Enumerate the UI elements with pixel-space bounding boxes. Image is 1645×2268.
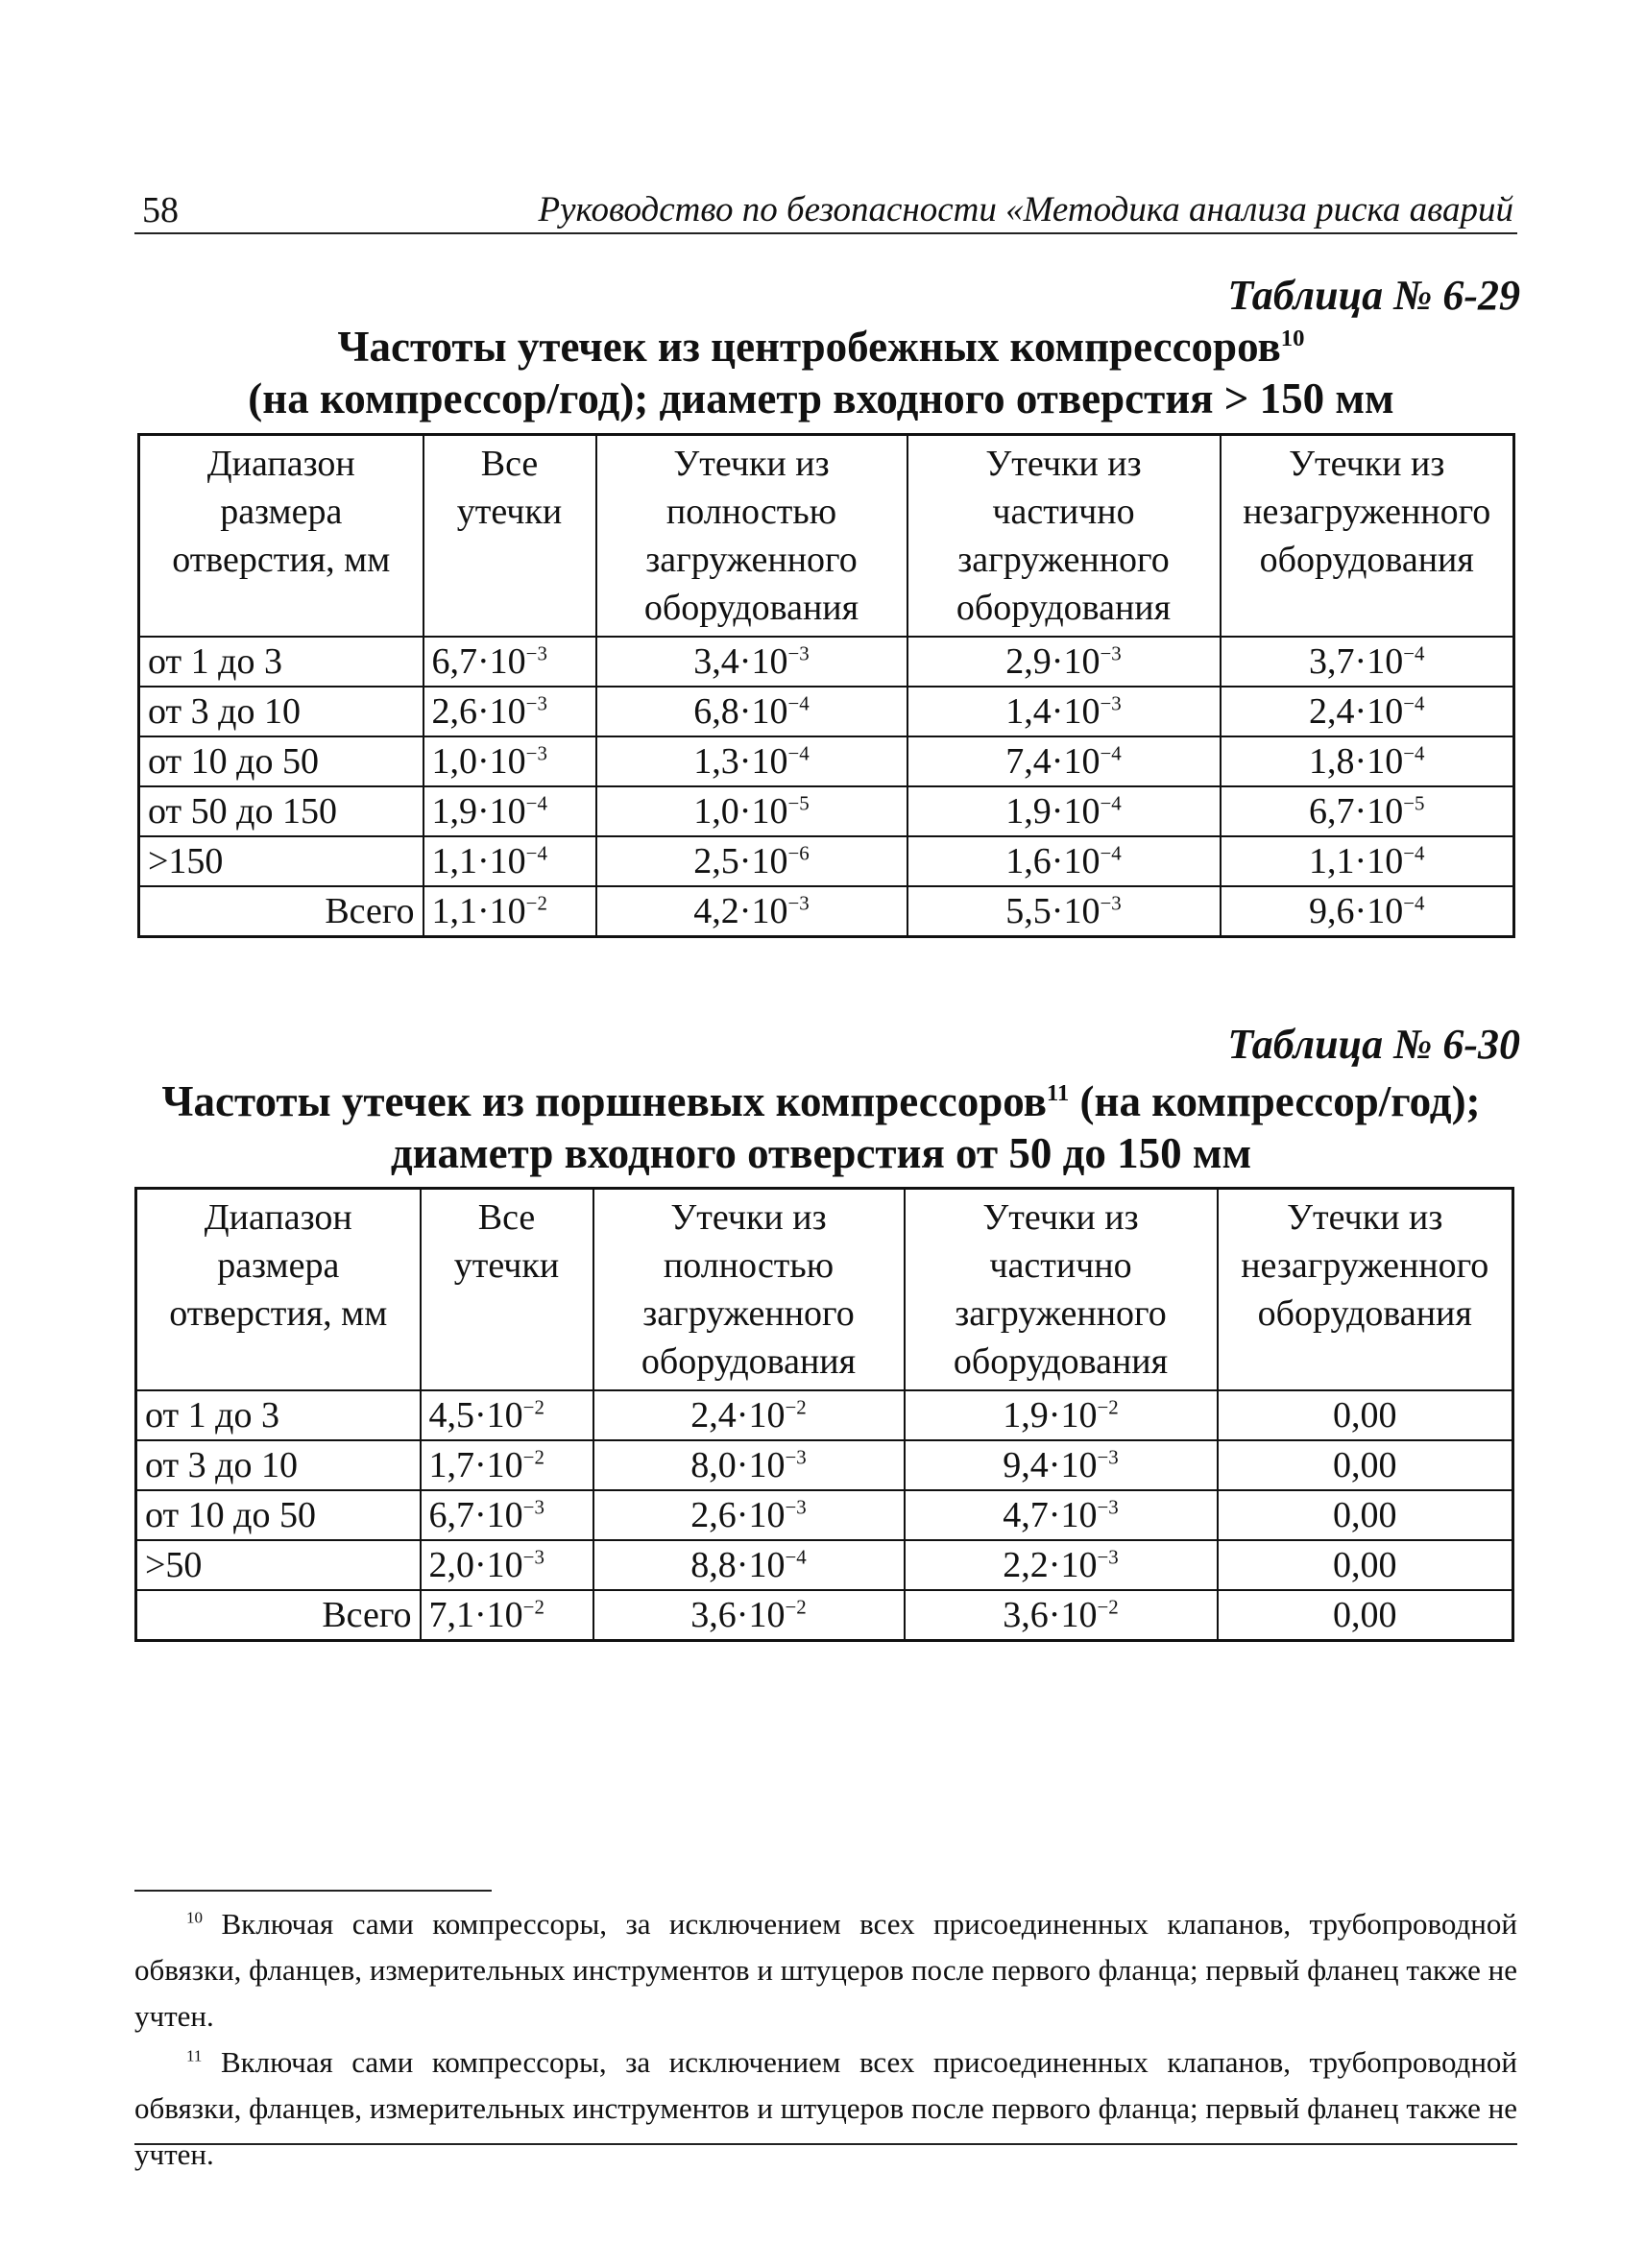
column-header: Утечки из частично загруженного оборудования	[907, 435, 1221, 637]
value-cell: $1,1\cdot 10^{-4}$	[1221, 836, 1514, 886]
caption-line-2: диаметр входного отверстия от 50 до 150 мм	[390, 1129, 1252, 1177]
value-cell: $1,8\cdot 10^{-4}$	[1221, 736, 1514, 786]
value-cell: $3,4\cdot 10^{-3}$	[596, 637, 907, 687]
range-cell: от 3 до 10	[139, 687, 423, 736]
value-cell: $7,4\cdot 10^{-4}$	[907, 736, 1221, 786]
column-header: Все утечки	[423, 435, 596, 637]
value-cell: $1,9\cdot 10^{-2}$	[905, 1390, 1218, 1440]
value-cell: $8,8\cdot 10^{-4}$	[593, 1540, 905, 1590]
table-caption-6-30	[125, 1075, 1517, 1179]
value-cell: $6,7\cdot 10^{-3}$	[421, 1490, 593, 1540]
value-cell: $1,7\cdot 10^{-2}$	[421, 1440, 593, 1490]
footnotes	[134, 1901, 1517, 2178]
value-cell: $2,5\cdot 10^{-6}$	[596, 836, 907, 886]
value-cell: $4,5\cdot 10^{-2}$	[421, 1390, 593, 1440]
table-row	[136, 1490, 1513, 1540]
table-row	[139, 836, 1514, 886]
table-row	[136, 1390, 1513, 1440]
column-header: Утечки из незагруженного оборудования	[1221, 435, 1514, 637]
table-row	[136, 1440, 1513, 1490]
running-head	[134, 188, 1517, 234]
bottom-rule	[134, 2143, 1517, 2145]
value-cell: $1,1\cdot 10^{-4}$	[423, 836, 596, 886]
value-cell: $1,0\cdot 10^{-3}$	[423, 736, 596, 786]
caption-line-1: Частоты утечек из центробежных компрессоров$^{10}$	[337, 323, 1305, 371]
value-cell: $1,4\cdot 10^{-3}$	[907, 687, 1221, 736]
total-row	[139, 886, 1514, 937]
total-label: Всего	[139, 886, 423, 937]
value-cell: $7,1\cdot 10^{-2}$	[421, 1590, 593, 1641]
value-cell: $3,6\cdot 10^{-2}$	[905, 1590, 1218, 1641]
range-cell: от 10 до 50	[139, 736, 423, 786]
footnote-ref: 11	[1046, 1080, 1070, 1106]
range-cell: от 1 до 3	[139, 637, 423, 687]
table-number-6-29: Таблица № 6-29	[1227, 272, 1520, 319]
page-number: 58	[142, 190, 179, 230]
value-cell: $6,7\cdot 10^{-3}$	[423, 637, 596, 687]
table-row	[139, 637, 1514, 687]
value-cell: 0,00	[1218, 1490, 1513, 1540]
table-row	[136, 1540, 1513, 1590]
table-caption-6-29	[125, 321, 1517, 424]
running-title: Руководство по безопасности «Методика анализа риска аварий	[538, 190, 1513, 229]
value-cell: $1,1\cdot 10^{-2}$	[423, 886, 596, 937]
value-cell: 0,00	[1218, 1590, 1513, 1641]
column-header: Утечки из полностью загруженного оборудования	[596, 435, 907, 637]
value-cell: $9,4\cdot 10^{-3}$	[905, 1440, 1218, 1490]
footnote-10: $^{10}$ Включая сами компрессоры, за исключением всех присоединенных клапанов, трубопроводной обвязки, фланцев, измерительных инструментов и штуцеров после первого фланца; первый фланец также не учтен.	[134, 1907, 1517, 2033]
caption-line-2: (на компрессор/год); диаметр входного отверстия > 150 мм	[248, 374, 1394, 422]
total-row	[136, 1590, 1513, 1641]
table-row	[139, 687, 1514, 736]
value-cell: $2,0\cdot 10^{-3}$	[421, 1540, 593, 1590]
table-row	[139, 786, 1514, 836]
footnote-ref: 10	[1280, 326, 1305, 351]
value-cell: $5,5\cdot 10^{-3}$	[907, 886, 1221, 937]
value-cell: $2,2\cdot 10^{-3}$	[905, 1540, 1218, 1590]
column-header: Утечки из полностью загруженного оборудования	[593, 1189, 905, 1390]
value-cell: $1,6\cdot 10^{-4}$	[907, 836, 1221, 886]
range-cell: >50	[136, 1540, 421, 1590]
table-6-30	[134, 1187, 1514, 1642]
range-cell: от 3 до 10	[136, 1440, 421, 1490]
value-cell: $3,7\cdot 10^{-4}$	[1221, 637, 1514, 687]
footnote-separator	[134, 1890, 492, 1892]
column-header: Диапазон размера отверстия, мм	[136, 1189, 421, 1390]
value-cell: $3,6\cdot 10^{-2}$	[593, 1590, 905, 1641]
value-cell: $2,6\cdot 10^{-3}$	[423, 687, 596, 736]
caption-line-1: Частоты утечек из поршневых компрессоров$^{11}$ (на компрессор/год);	[161, 1077, 1481, 1125]
column-header: Утечки из незагруженного оборудования	[1218, 1189, 1513, 1390]
range-cell: от 1 до 3	[136, 1390, 421, 1440]
value-cell: $1,3\cdot 10^{-4}$	[596, 736, 907, 786]
table-6-29	[137, 433, 1515, 938]
value-cell: 0,00	[1218, 1440, 1513, 1490]
value-cell: $6,8\cdot 10^{-4}$	[596, 687, 907, 736]
value-cell: $4,2\cdot 10^{-3}$	[596, 886, 907, 937]
value-cell: $1,9\cdot 10^{-4}$	[423, 786, 596, 836]
table-row	[139, 736, 1514, 786]
value-cell: $2,9\cdot 10^{-3}$	[907, 637, 1221, 687]
value-cell: $4,7\cdot 10^{-3}$	[905, 1490, 1218, 1540]
value-cell: $6,7\cdot 10^{-5}$	[1221, 786, 1514, 836]
value-cell: $2,4\cdot 10^{-2}$	[593, 1390, 905, 1440]
value-cell: $8,0\cdot 10^{-3}$	[593, 1440, 905, 1490]
footnote-11: $^{11}$ Включая сами компрессоры, за исключением всех присоединенных клапанов, трубопроводной обвязки, фланцев, измерительных инструментов и штуцеров после первого фланца; первый фланец также не учтен.	[134, 2045, 1517, 2171]
value-cell: $1,0\cdot 10^{-5}$	[596, 786, 907, 836]
value-cell: $2,4\cdot 10^{-4}$	[1221, 687, 1514, 736]
range-cell: от 50 до 150	[139, 786, 423, 836]
range-cell: от 10 до 50	[136, 1490, 421, 1540]
value-cell: $9,6\cdot 10^{-4}$	[1221, 886, 1514, 937]
column-header: Диапазон размера отверстия, мм	[139, 435, 423, 637]
column-header: Все утечки	[421, 1189, 593, 1390]
value-cell: 0,00	[1218, 1390, 1513, 1440]
total-label: Всего	[136, 1590, 421, 1641]
value-cell: $2,6\cdot 10^{-3}$	[593, 1490, 905, 1540]
value-cell: 0,00	[1218, 1540, 1513, 1590]
value-cell: $1,9\cdot 10^{-4}$	[907, 786, 1221, 836]
table-number-6-30: Таблица № 6-30	[1227, 1021, 1520, 1068]
range-cell: >150	[139, 836, 423, 886]
column-header: Утечки из частично загруженного оборудования	[905, 1189, 1218, 1390]
